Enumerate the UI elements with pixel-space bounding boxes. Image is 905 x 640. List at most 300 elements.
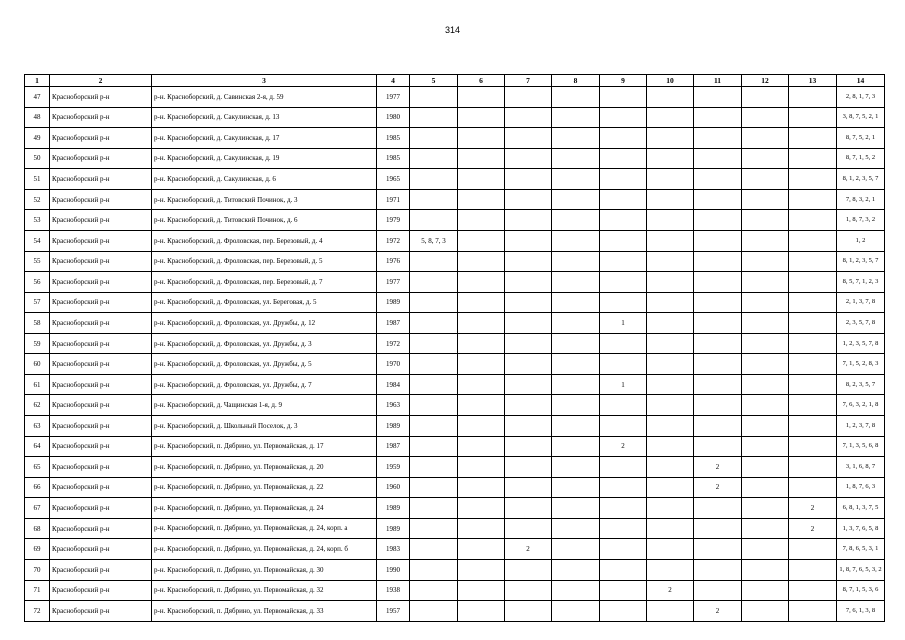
- col5-cell: [410, 169, 458, 190]
- col13-cell: [789, 354, 837, 375]
- row-number: 60: [25, 354, 50, 375]
- district-cell: Красноборский р-н: [50, 128, 152, 149]
- table-row: [25, 477, 885, 498]
- district-cell: Красноборский р-н: [50, 518, 152, 539]
- row-number: 49: [25, 128, 50, 149]
- col10-cell: [647, 292, 694, 313]
- col5-cell: [410, 251, 458, 272]
- col11-cell: [694, 354, 742, 375]
- col10-cell: [647, 272, 694, 293]
- address-cell: р-н. Красноборский, п. Дябрино, ул. Первомайская, д. 32: [152, 580, 377, 601]
- table-row: [25, 580, 885, 601]
- col14-cell: 8, 7, 5, 2, 1: [837, 128, 885, 149]
- table-row: [25, 395, 885, 416]
- col6-cell: [458, 169, 505, 190]
- col11-cell: 2: [694, 477, 742, 498]
- col8-cell: [552, 498, 600, 519]
- col7-cell: [505, 601, 552, 622]
- col9-cell: [600, 107, 647, 128]
- col8-cell: [552, 436, 600, 457]
- col8-cell: [552, 354, 600, 375]
- table-row: [25, 128, 885, 149]
- col11-cell: [694, 539, 742, 560]
- col6-cell: [458, 251, 505, 272]
- district-cell: Красноборский р-н: [50, 457, 152, 478]
- col13-cell: [789, 210, 837, 231]
- row-number: 52: [25, 189, 50, 210]
- table-row: [25, 559, 885, 580]
- address-cell: р-н. Красноборский, д. Фроловская, пер. Березовый, д. 7: [152, 272, 377, 293]
- address-cell: р-н. Красноборский, д. Чащинская 1-я, д. 9: [152, 395, 377, 416]
- district-cell: Красноборский р-н: [50, 189, 152, 210]
- district-cell: Красноборский р-н: [50, 230, 152, 251]
- address-cell: р-н. Красноборский, п. Дябрино, ул. Первомайская, д. 22: [152, 477, 377, 498]
- col6-cell: [458, 580, 505, 601]
- col12-cell: [742, 354, 789, 375]
- col13-cell: [789, 539, 837, 560]
- address-cell: р-н. Красноборский, д. Фроловская, ул. Дружбы, д. 3: [152, 333, 377, 354]
- col12-cell: [742, 87, 789, 108]
- col14-cell: 8, 2, 3, 5, 7: [837, 374, 885, 395]
- col13-cell: [789, 230, 837, 251]
- col7-cell: [505, 107, 552, 128]
- col13-cell: [789, 87, 837, 108]
- col14-cell: 8, 7, 1, 5, 3, 6: [837, 580, 885, 601]
- col13-cell: [789, 416, 837, 437]
- row-number: 72: [25, 601, 50, 622]
- row-number: 66: [25, 477, 50, 498]
- col9-cell: [600, 416, 647, 437]
- district-cell: Красноборский р-н: [50, 539, 152, 560]
- col13-cell: [789, 251, 837, 272]
- col14-cell: 7, 6, 1, 3, 8: [837, 601, 885, 622]
- col9-cell: 1: [600, 313, 647, 334]
- col10-cell: [647, 395, 694, 416]
- col6-cell: [458, 395, 505, 416]
- col5-cell: [410, 559, 458, 580]
- col11-cell: [694, 436, 742, 457]
- col14-cell: 1, 8, 7, 3, 2: [837, 210, 885, 231]
- col10-cell: [647, 498, 694, 519]
- district-cell: Красноборский р-н: [50, 601, 152, 622]
- col12-cell: [742, 292, 789, 313]
- col8-cell: [552, 292, 600, 313]
- year-cell: 1957: [377, 601, 410, 622]
- col10-cell: [647, 354, 694, 375]
- row-number: 61: [25, 374, 50, 395]
- col13-cell: [789, 313, 837, 334]
- address-cell: р-н. Красноборский, д. Савинская 2-я, д. 59: [152, 87, 377, 108]
- table-row: [25, 436, 885, 457]
- col6-cell: [458, 292, 505, 313]
- district-cell: Красноборский р-н: [50, 87, 152, 108]
- table-row: [25, 498, 885, 519]
- district-cell: Красноборский р-н: [50, 169, 152, 190]
- address-cell: р-н. Красноборский, п. Дябрино, ул. Первомайская, д. 33: [152, 601, 377, 622]
- district-cell: Красноборский р-н: [50, 395, 152, 416]
- col12-cell: [742, 210, 789, 231]
- address-cell: р-н. Красноборский, п. Дябрино, ул. Первомайская, д. 20: [152, 457, 377, 478]
- address-cell: р-н. Красноборский, д. Школьный Поселок, д. 3: [152, 416, 377, 437]
- col7-cell: [505, 374, 552, 395]
- table-body: [25, 87, 885, 622]
- year-cell: 1984: [377, 374, 410, 395]
- year-cell: 1959: [377, 457, 410, 478]
- column-header-4: 4: [377, 75, 410, 87]
- table-row: [25, 107, 885, 128]
- col7-cell: [505, 395, 552, 416]
- district-cell: Красноборский р-н: [50, 498, 152, 519]
- table-row: [25, 148, 885, 169]
- col6-cell: [458, 230, 505, 251]
- col5-cell: [410, 333, 458, 354]
- col8-cell: [552, 601, 600, 622]
- col5-cell: [410, 457, 458, 478]
- col14-cell: 3, 8, 7, 5, 2, 1: [837, 107, 885, 128]
- address-cell: р-н. Красноборский, д. Сакулинская, д. 19: [152, 148, 377, 169]
- col6-cell: [458, 354, 505, 375]
- col9-cell: [600, 333, 647, 354]
- col9-cell: [600, 292, 647, 313]
- col13-cell: 2: [789, 498, 837, 519]
- col10-cell: [647, 601, 694, 622]
- col5-cell: [410, 601, 458, 622]
- col12-cell: [742, 518, 789, 539]
- row-number: 55: [25, 251, 50, 272]
- col9-cell: 1: [600, 374, 647, 395]
- col14-cell: 7, 6, 3, 2, 1, 8: [837, 395, 885, 416]
- year-cell: 1970: [377, 354, 410, 375]
- year-cell: 1980: [377, 107, 410, 128]
- col11-cell: [694, 251, 742, 272]
- col8-cell: [552, 169, 600, 190]
- col8-cell: [552, 416, 600, 437]
- address-cell: р-н. Красноборский, д. Фроловская, ул. Дружбы, д. 12: [152, 313, 377, 334]
- col14-cell: 2, 3, 5, 7, 8: [837, 313, 885, 334]
- col10-cell: [647, 518, 694, 539]
- col9-cell: [600, 272, 647, 293]
- column-header-3: 3: [152, 75, 377, 87]
- col7-cell: [505, 436, 552, 457]
- year-cell: 1977: [377, 87, 410, 108]
- col9-cell: [600, 477, 647, 498]
- col5-cell: [410, 395, 458, 416]
- col11-cell: [694, 87, 742, 108]
- col10-cell: [647, 87, 694, 108]
- col14-cell: 1, 8, 7, 6, 5, 3, 2: [837, 559, 885, 580]
- address-cell: р-н. Красноборский, п. Дябрино, ул. Первомайская, д. 24, корп. а: [152, 518, 377, 539]
- col14-cell: 1, 2, 3, 5, 7, 8: [837, 333, 885, 354]
- col8-cell: [552, 477, 600, 498]
- year-cell: 1972: [377, 333, 410, 354]
- district-cell: Красноборский р-н: [50, 251, 152, 272]
- row-number: 53: [25, 210, 50, 231]
- col5-cell: 5, 8, 7, 3: [410, 230, 458, 251]
- address-cell: р-н. Красноборский, д. Сакулинская, д. 6: [152, 169, 377, 190]
- col11-cell: [694, 272, 742, 293]
- row-number: 51: [25, 169, 50, 190]
- col13-cell: [789, 559, 837, 580]
- col6-cell: [458, 498, 505, 519]
- year-cell: 1976: [377, 251, 410, 272]
- col10-cell: [647, 559, 694, 580]
- year-cell: 1989: [377, 416, 410, 437]
- address-cell: р-н. Красноборский, д. Сакулинская, д. 13: [152, 107, 377, 128]
- column-header-6: 6: [458, 75, 505, 87]
- col6-cell: [458, 374, 505, 395]
- col7-cell: [505, 333, 552, 354]
- col6-cell: [458, 559, 505, 580]
- district-cell: Красноборский р-н: [50, 416, 152, 437]
- col5-cell: [410, 128, 458, 149]
- row-number: 48: [25, 107, 50, 128]
- col6-cell: [458, 457, 505, 478]
- col6-cell: [458, 128, 505, 149]
- col8-cell: [552, 374, 600, 395]
- col13-cell: [789, 128, 837, 149]
- col13-cell: [789, 148, 837, 169]
- column-header-10: 10: [647, 75, 694, 87]
- col9-cell: [600, 210, 647, 231]
- col5-cell: [410, 436, 458, 457]
- col11-cell: [694, 313, 742, 334]
- col5-cell: [410, 539, 458, 560]
- district-cell: Красноборский р-н: [50, 354, 152, 375]
- col5-cell: [410, 87, 458, 108]
- col8-cell: [552, 457, 600, 478]
- table-row: [25, 210, 885, 231]
- col12-cell: [742, 230, 789, 251]
- col11-cell: [694, 518, 742, 539]
- col6-cell: [458, 87, 505, 108]
- col9-cell: [600, 169, 647, 190]
- col5-cell: [410, 498, 458, 519]
- year-cell: 1987: [377, 436, 410, 457]
- col11-cell: [694, 559, 742, 580]
- address-cell: р-н. Красноборский, д. Фроловская, ул. Береговая, д. 5: [152, 292, 377, 313]
- table-row: [25, 354, 885, 375]
- col7-cell: [505, 457, 552, 478]
- header-row: [25, 75, 885, 87]
- col9-cell: [600, 601, 647, 622]
- column-header-9: 9: [600, 75, 647, 87]
- table-row: [25, 189, 885, 210]
- col12-cell: [742, 169, 789, 190]
- col10-cell: [647, 333, 694, 354]
- address-cell: р-н. Красноборский, д. Фроловская, ул. Дружбы, д. 7: [152, 374, 377, 395]
- col5-cell: [410, 354, 458, 375]
- col10-cell: 2: [647, 580, 694, 601]
- col7-cell: [505, 148, 552, 169]
- col13-cell: [789, 477, 837, 498]
- district-cell: Красноборский р-н: [50, 292, 152, 313]
- year-cell: 1965: [377, 169, 410, 190]
- address-cell: р-н. Красноборский, п. Дябрино, ул. Первомайская, д. 30: [152, 559, 377, 580]
- col10-cell: [647, 128, 694, 149]
- col13-cell: [789, 580, 837, 601]
- year-cell: 1983: [377, 539, 410, 560]
- district-cell: Красноборский р-н: [50, 580, 152, 601]
- col8-cell: [552, 148, 600, 169]
- col14-cell: 1, 2, 3, 7, 8: [837, 416, 885, 437]
- address-cell: р-н. Красноборский, п. Дябрино, ул. Первомайская, д. 17: [152, 436, 377, 457]
- col12-cell: [742, 436, 789, 457]
- col9-cell: [600, 498, 647, 519]
- address-cell: р-н. Красноборский, д. Титовский Починок, д. 6: [152, 210, 377, 231]
- col12-cell: [742, 395, 789, 416]
- row-number: 71: [25, 580, 50, 601]
- col11-cell: [694, 169, 742, 190]
- year-cell: 1985: [377, 148, 410, 169]
- column-header-13: 13: [789, 75, 837, 87]
- row-number: 62: [25, 395, 50, 416]
- district-cell: Красноборский р-н: [50, 374, 152, 395]
- col9-cell: [600, 128, 647, 149]
- col10-cell: [647, 189, 694, 210]
- col6-cell: [458, 416, 505, 437]
- row-number: 68: [25, 518, 50, 539]
- col9-cell: [600, 148, 647, 169]
- col6-cell: [458, 601, 505, 622]
- col12-cell: [742, 272, 789, 293]
- district-cell: Красноборский р-н: [50, 436, 152, 457]
- col9-cell: [600, 457, 647, 478]
- col13-cell: [789, 189, 837, 210]
- col6-cell: [458, 107, 505, 128]
- address-cell: р-н. Красноборский, д. Фроловская, пер. Березовый, д. 4: [152, 230, 377, 251]
- col12-cell: [742, 559, 789, 580]
- district-cell: Красноборский р-н: [50, 559, 152, 580]
- col10-cell: [647, 374, 694, 395]
- col6-cell: [458, 148, 505, 169]
- row-number: 69: [25, 539, 50, 560]
- table-row: [25, 518, 885, 539]
- district-cell: Красноборский р-н: [50, 333, 152, 354]
- row-number: 54: [25, 230, 50, 251]
- col8-cell: [552, 107, 600, 128]
- col12-cell: [742, 251, 789, 272]
- col7-cell: [505, 189, 552, 210]
- col14-cell: 1, 8, 7, 6, 3: [837, 477, 885, 498]
- col13-cell: [789, 436, 837, 457]
- col12-cell: [742, 498, 789, 519]
- col8-cell: [552, 395, 600, 416]
- col10-cell: [647, 313, 694, 334]
- col8-cell: [552, 333, 600, 354]
- table-row: [25, 251, 885, 272]
- col13-cell: [789, 107, 837, 128]
- col8-cell: [552, 272, 600, 293]
- col12-cell: [742, 477, 789, 498]
- col8-cell: [552, 210, 600, 231]
- row-number: 58: [25, 313, 50, 334]
- col11-cell: [694, 333, 742, 354]
- col14-cell: 7, 1, 3, 5, 6, 8: [837, 436, 885, 457]
- year-cell: 1938: [377, 580, 410, 601]
- col11-cell: [694, 498, 742, 519]
- district-cell: Красноборский р-н: [50, 210, 152, 231]
- table-row: [25, 601, 885, 622]
- col9-cell: 2: [600, 436, 647, 457]
- col6-cell: [458, 210, 505, 231]
- col12-cell: [742, 416, 789, 437]
- row-number: 65: [25, 457, 50, 478]
- row-number: 67: [25, 498, 50, 519]
- column-header-2: 2: [50, 75, 152, 87]
- table-row: [25, 416, 885, 437]
- col7-cell: 2: [505, 539, 552, 560]
- col9-cell: [600, 87, 647, 108]
- col6-cell: [458, 436, 505, 457]
- col7-cell: [505, 87, 552, 108]
- col10-cell: [647, 477, 694, 498]
- year-cell: 1989: [377, 292, 410, 313]
- col11-cell: 2: [694, 601, 742, 622]
- col8-cell: [552, 189, 600, 210]
- col7-cell: [505, 272, 552, 293]
- col10-cell: [647, 230, 694, 251]
- col11-cell: 2: [694, 457, 742, 478]
- col7-cell: [505, 251, 552, 272]
- col13-cell: [789, 457, 837, 478]
- col10-cell: [647, 251, 694, 272]
- col12-cell: [742, 580, 789, 601]
- col10-cell: [647, 210, 694, 231]
- col5-cell: [410, 292, 458, 313]
- col11-cell: [694, 128, 742, 149]
- col5-cell: [410, 374, 458, 395]
- col8-cell: [552, 559, 600, 580]
- col14-cell: 1, 2: [837, 230, 885, 251]
- col10-cell: [647, 436, 694, 457]
- col6-cell: [458, 477, 505, 498]
- col10-cell: [647, 457, 694, 478]
- col9-cell: [600, 189, 647, 210]
- col8-cell: [552, 313, 600, 334]
- col10-cell: [647, 416, 694, 437]
- col13-cell: [789, 395, 837, 416]
- column-header-5: 5: [410, 75, 458, 87]
- table-row: [25, 272, 885, 293]
- row-number: 70: [25, 559, 50, 580]
- table-row: [25, 230, 885, 251]
- district-cell: Красноборский р-н: [50, 477, 152, 498]
- col14-cell: 7, 1, 5, 2, 8, 3: [837, 354, 885, 375]
- col10-cell: [647, 539, 694, 560]
- district-cell: Красноборский р-н: [50, 107, 152, 128]
- col11-cell: [694, 189, 742, 210]
- col7-cell: [505, 313, 552, 334]
- table-row: [25, 539, 885, 560]
- col7-cell: [505, 230, 552, 251]
- col5-cell: [410, 148, 458, 169]
- col9-cell: [600, 580, 647, 601]
- col14-cell: 8, 5, 7, 1, 2, 3: [837, 272, 885, 293]
- col12-cell: [742, 539, 789, 560]
- col6-cell: [458, 189, 505, 210]
- address-cell: р-н. Красноборский, д. Фроловская, пер. Березовый, д. 5: [152, 251, 377, 272]
- col7-cell: [505, 416, 552, 437]
- col14-cell: 2, 1, 3, 7, 8: [837, 292, 885, 313]
- col9-cell: [600, 518, 647, 539]
- year-cell: 1972: [377, 230, 410, 251]
- row-number: 57: [25, 292, 50, 313]
- year-cell: 1985: [377, 128, 410, 149]
- register-table: [24, 74, 885, 622]
- column-header-1: 1: [25, 75, 50, 87]
- col13-cell: [789, 169, 837, 190]
- col6-cell: [458, 518, 505, 539]
